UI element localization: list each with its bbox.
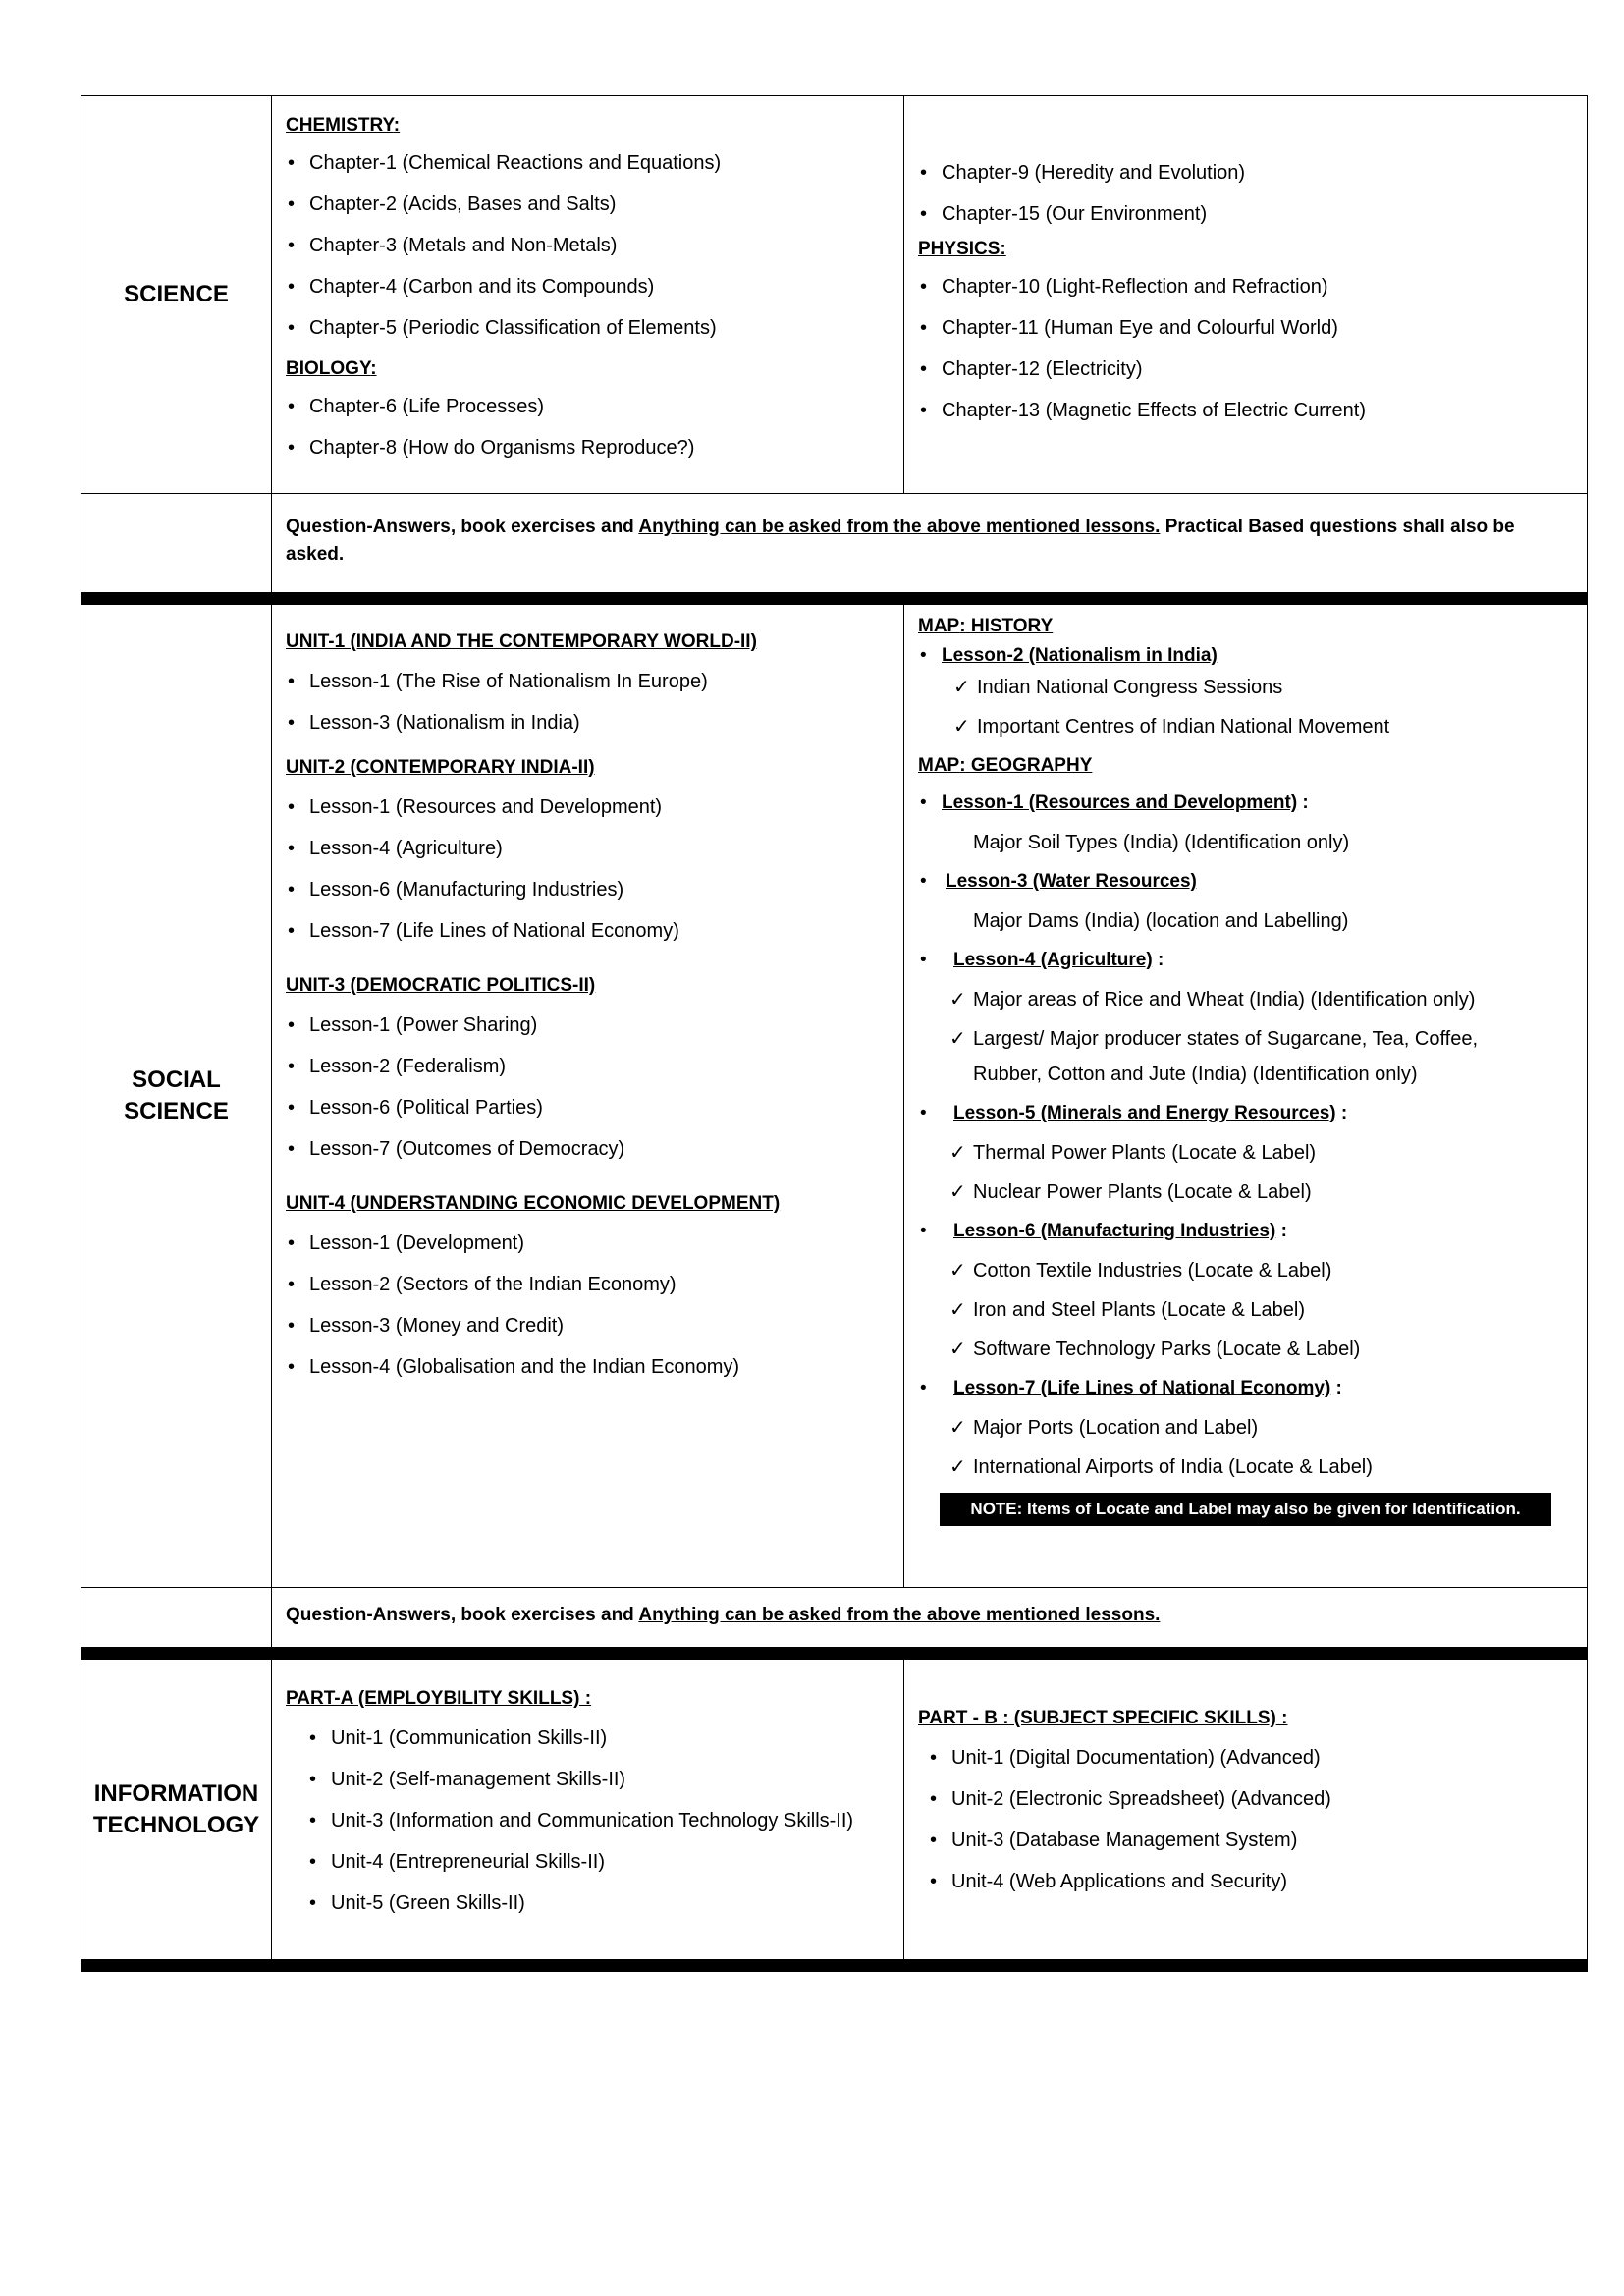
geo-lesson-1: Lesson-1 (Resources and Development) xyxy=(942,793,1298,813)
checkmark-icon: ✓ xyxy=(949,1299,966,1321)
social-science-row xyxy=(81,605,1588,1588)
list-item: • Chapter-8 (How do Organisms Reproduce?) xyxy=(286,434,890,462)
list-item: • Lesson-6 (Manufacturing Industries) xyxy=(286,876,890,903)
geo-lesson-3: Lesson-3 (Water Resources) xyxy=(946,871,1197,892)
science-right-cell: • Chapter-9 (Heredity and Evolution) • Chapter-15 (Our Environment) PHYSICS: • Chapter-10 (Light-Reflection and Refraction) • Chapter-11 (Human Eye and Colourful World) • Chapter-12 (Electricity) • Chapter-13 (Magnetic Effects of Electric Current) xyxy=(904,96,1588,494)
section-separator xyxy=(81,1960,1588,1972)
list-item: • Chapter-4 (Carbon and its Compounds) xyxy=(286,273,890,301)
list-item: • Lesson-4 (Agriculture) xyxy=(286,835,890,862)
subject-science: SCIENCE xyxy=(81,96,272,494)
section-separator xyxy=(81,593,1588,605)
checkmark-icon: ✓ xyxy=(953,716,970,738)
history-lesson: Lesson-2 (Nationalism in India) xyxy=(942,645,1218,666)
list-item: ✓ Important Centres of Indian National Movement xyxy=(953,713,1573,740)
list-item: ✓ International Airports of India (Locate & Label) xyxy=(949,1453,1573,1481)
list-item: • Unit-1 (Digital Documentation) (Advanced) xyxy=(928,1744,1573,1772)
list-item: ✓ Indian National Congress Sessions xyxy=(953,674,1573,701)
list-item: • Unit-3 (Database Management System) xyxy=(928,1827,1573,1854)
physics-list xyxy=(918,273,1573,424)
physics-heading: PHYSICS xyxy=(918,239,1001,259)
checkmark-icon: ✓ xyxy=(949,1339,966,1360)
list-item: • Lesson-3 (Money and Credit) xyxy=(286,1312,890,1339)
list-item: • Chapter-6 (Life Processes) xyxy=(286,393,890,420)
syllabus-table xyxy=(81,95,1588,1972)
list-item: ✓ Software Technology Parks (Locate & Label) xyxy=(949,1336,1573,1363)
list-item: • Chapter-3 (Metals and Non-Metals) xyxy=(286,232,890,259)
list-item: ✓ Thermal Power Plants (Locate & Label) xyxy=(949,1139,1573,1167)
science-note-row xyxy=(81,494,1588,593)
information-technology-row xyxy=(81,1660,1588,1960)
unit3-heading: UNIT-3 (DEMOCRATIC POLITICS-II) xyxy=(286,975,596,996)
checkmark-icon: ✓ xyxy=(949,989,966,1011)
subject-information-technology: INFORMATION TECHNOLOGY xyxy=(81,1660,272,1960)
unit4-list xyxy=(286,1230,890,1381)
biology-heading: BIOLOGY xyxy=(286,358,371,379)
list-item: • Unit-1 (Communication Skills-II) xyxy=(307,1724,890,1752)
list-item: • Chapter-15 (Our Environment) xyxy=(918,200,1573,228)
part-b-heading: PART - B : (SUBJECT SPECIFIC SKILLS) xyxy=(918,1708,1276,1728)
list-item: • Lesson-7 (Life Lines of National Economy) xyxy=(286,917,890,945)
unit2-heading: UNIT-2 (CONTEMPORARY INDIA-II) xyxy=(286,757,595,778)
list-item: • Chapter-12 (Electricity) xyxy=(918,355,1573,383)
list-item: • Unit-2 (Electronic Spreadsheet) (Advanced) xyxy=(928,1785,1573,1813)
checkmark-icon: ✓ xyxy=(949,1417,966,1439)
social-left-cell xyxy=(272,605,904,1588)
science-note: Question-Answers, book exercises and Anything can be asked from the above mentioned lessons. Practical Based questions shall also be asked. xyxy=(286,517,1515,565)
list-item: • Lesson-6 (Political Parties) xyxy=(286,1094,890,1121)
list-item: ✓ Major Ports (Location and Label) xyxy=(949,1414,1573,1442)
part-a-list xyxy=(286,1724,890,1917)
it-right-cell: PART - B : (SUBJECT SPECIFIC SKILLS) : • Unit-1 (Digital Documentation) (Advanced) • Unit-2 (Electronic Spreadsheet) (Advanced) • Unit-3 (Database Management System) • Unit-4 (Web Applications and Security) xyxy=(904,1660,1588,1960)
list-item: • Unit-4 (Entrepreneurial Skills-II) xyxy=(307,1848,890,1876)
geo-lesson-6-checklist xyxy=(918,1257,1573,1363)
science-note-cell xyxy=(272,494,1588,593)
list-item: • Chapter-11 (Human Eye and Colourful World) xyxy=(918,314,1573,342)
unit3-list xyxy=(286,1011,890,1163)
list-item: • Lesson-3 (Nationalism in India) xyxy=(286,709,890,737)
chemistry-list xyxy=(286,149,890,342)
checkmark-icon: ✓ xyxy=(949,1181,966,1203)
list-item: • Unit-4 (Web Applications and Security) xyxy=(928,1868,1573,1895)
list-item: • Lesson-4 (Globalisation and the Indian Economy) xyxy=(286,1353,890,1381)
it-left-cell: PART-A (EMPLOYBILITY SKILLS) : • Unit-1 (Communication Skills-II) • Unit-2 (Self-management Skills-II) • Unit-3 (Information and Communication Technology Skills-II) • Unit-4 (Entrepreneurial Skills-II) • Unit-5 (Green Skills-II) xyxy=(272,1660,904,1960)
unit2-list xyxy=(286,793,890,945)
list-item: • Chapter-9 (Heredity and Evolution) xyxy=(918,159,1573,187)
part-a-heading: PART-A (EMPLOYBILITY SKILLS) xyxy=(286,1688,580,1709)
list-item: ✓ Iron and Steel Plants (Locate & Label) xyxy=(949,1296,1573,1324)
science-left-cell: CHEMISTRY: • Chapter-1 (Chemical Reactions and Equations) • Chapter-2 (Acids, Bases and Salts) • Chapter-3 (Metals and Non-Metals) • Chapter-4 (Carbon and its Compounds) • Chapter-5 (Periodic Classification of Elements) BIOLOGY: • Chapter-6 (Life Processes) • Chapter-8 (How do Organisms Reproduce?) xyxy=(272,96,904,494)
checkmark-icon: ✓ xyxy=(949,1260,966,1282)
geo-lesson-5-checklist xyxy=(918,1139,1573,1206)
list-item: • Lesson-1 (Resources and Development) xyxy=(286,793,890,821)
social-right-cell: MAP: HISTORY • Lesson-2 (Nationalism in India) ✓ Indian National Congress Sessions ✓ Important Centres of Indian National Movement MAP: GEOGRAPHY • Lesson-1 (Resources and Development) : Major Soil Types (India) (Identification only) • Lesson-3 (Water Resources) Major Dams (India) (location and Labelling) • Lesson-4 (Agriculture) : ✓ Major areas of Rice and Wheat (India) (Identification only) ✓ Largest/ Major producer states of Sugarcane, Tea, Coffee, Rubber, Cotton and Jute (India) (Identification only) • Lesson-5 (Minerals and Energy Resources) : ✓ Thermal Power Plants (Locate & Label) ✓ Nuclear Power Plants (Locate & Label) • Lesson-6 (Manufacturing Industries) : ✓ Cotton Textile Industries (Locate & Label) ✓ Iron and Steel Plants (Locate & Label) ✓ Software Technology Parks (Locate & Label) • Lesson-7 (Life Lines of National Economy) : ✓ Major Ports (Location and Label) ✓ International Airports of India (Locate & Label) NOTE: Items of Locate and Label may also be given for Identification. xyxy=(904,605,1588,1588)
section-separator xyxy=(81,1648,1588,1660)
social-note-row xyxy=(81,1588,1588,1648)
geo-lesson-4: Lesson-4 (Agriculture) xyxy=(953,950,1153,970)
list-item: ✓ Cotton Textile Industries (Locate & Label) xyxy=(949,1257,1573,1285)
biology-list-continued xyxy=(918,159,1573,228)
subject-social-science: SOCIAL SCIENCE xyxy=(81,605,272,1588)
list-item: • Unit-2 (Self-management Skills-II) xyxy=(307,1766,890,1793)
unit1-list xyxy=(286,668,890,737)
syllabus-page xyxy=(81,95,1587,1972)
list-item: • Lesson-2 (Sectors of the Indian Economy) xyxy=(286,1271,890,1298)
list-item: • Chapter-10 (Light-Reflection and Refraction) xyxy=(918,273,1573,301)
list-item: • Chapter-2 (Acids, Bases and Salts) xyxy=(286,191,890,218)
checkmark-icon: ✓ xyxy=(949,1028,966,1050)
geo-lesson-4-checklist xyxy=(918,986,1573,1053)
biology-list xyxy=(286,393,890,462)
list-item: • Unit-5 (Green Skills-II) xyxy=(307,1889,890,1917)
locate-label-note: NOTE: Items of Locate and Label may also be given for Identification. xyxy=(940,1493,1551,1526)
map-geography-heading: GEOGRAPHY xyxy=(970,755,1093,776)
geo-lesson-7-checklist xyxy=(918,1414,1573,1481)
science-row xyxy=(81,96,1588,494)
social-note-cell xyxy=(272,1588,1588,1648)
geo-lesson-7: Lesson-7 (Life Lines of National Economy) xyxy=(953,1378,1331,1398)
list-item: • Chapter-5 (Periodic Classification of Elements) xyxy=(286,314,890,342)
list-item: ✓ Major areas of Rice and Wheat (India) (Identification only) xyxy=(949,986,1573,1013)
list-item: ✓ Nuclear Power Plants (Locate & Label) xyxy=(949,1178,1573,1206)
checkmark-icon: ✓ xyxy=(953,677,970,698)
part-b-list xyxy=(918,1744,1573,1895)
checkmark-icon: ✓ xyxy=(949,1142,966,1164)
chemistry-heading: CHEMISTRY xyxy=(286,115,394,136)
history-checklist xyxy=(918,674,1573,740)
list-item: • Chapter-13 (Magnetic Effects of Electric Current) xyxy=(918,397,1573,424)
geo-lesson-5: Lesson-5 (Minerals and Energy Resources) xyxy=(953,1103,1336,1123)
list-item: • Lesson-2 (Federalism) xyxy=(286,1053,890,1080)
unit4-heading: UNIT-4 (UNDERSTANDING ECONOMIC DEVELOPMENT) xyxy=(286,1193,781,1214)
list-item: • Lesson-1 (The Rise of Nationalism In Europe) xyxy=(286,668,890,695)
map-history-heading: HISTORY xyxy=(970,616,1054,636)
checkmark-icon: ✓ xyxy=(949,1456,966,1478)
empty-cell xyxy=(81,494,272,593)
social-note: Question-Answers, book exercises and Anything can be asked from the above mentioned lessons. xyxy=(286,1605,1161,1625)
list-item: • Chapter-1 (Chemical Reactions and Equations) xyxy=(286,149,890,177)
list-item: ✓ Largest/ Major producer states of Sugarcane, Tea, Coffee, xyxy=(949,1025,1573,1053)
list-item: • Lesson-1 (Development) xyxy=(286,1230,890,1257)
list-item: • Unit-3 (Information and Communication Technology Skills-II) xyxy=(307,1807,890,1834)
empty-cell xyxy=(81,1588,272,1648)
list-item: • Lesson-1 (Power Sharing) xyxy=(286,1011,890,1039)
list-item: • Lesson-7 (Outcomes of Democracy) xyxy=(286,1135,890,1163)
geo-lesson-6: Lesson-6 (Manufacturing Industries) xyxy=(953,1221,1276,1241)
unit1-heading: UNIT-1 (INDIA AND THE CONTEMPORARY WORLD-II) xyxy=(286,631,757,652)
